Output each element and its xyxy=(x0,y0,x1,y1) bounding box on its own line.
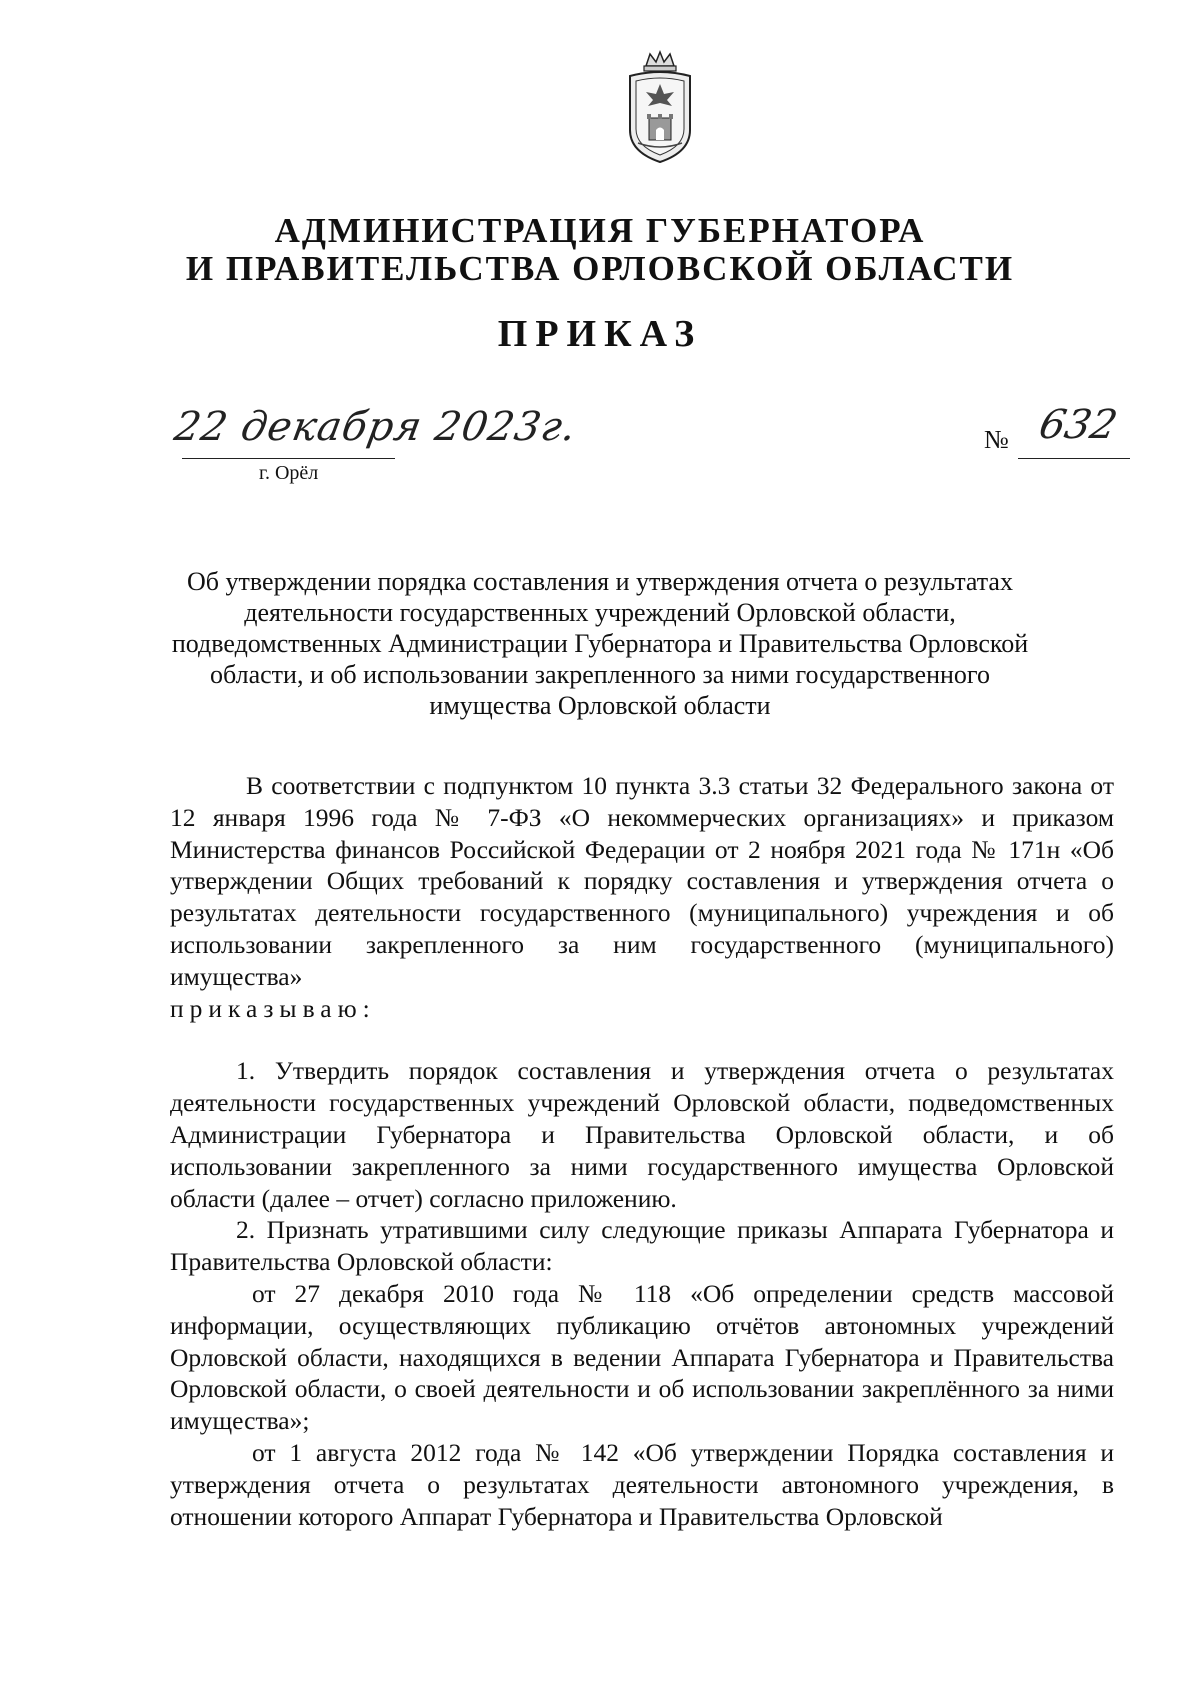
item-2-paragraph: 2. Признать утратившими силу следующие приказы Аппарата Губернатора и Правительства Орловской области: xyxy=(170,1215,1114,1277)
order-word: приказываю: xyxy=(170,993,376,1023)
item-2b-paragraph: от 1 августа 2012 года № 142 «Об утверждении Порядка составления и утверждения отчета о результатах деятельности автономного учреждения, в отношении которого Аппарат Губернатора и Правительства Орловской xyxy=(170,1437,1114,1531)
subject-line: деятельности государственных учреждений Орловской области, xyxy=(244,598,956,627)
item-1-paragraph: 1. Утвердить порядок составления и утверждения отчета о результатах деятельности государственных учреждений Орловской области, подведомственных Администрации Губернатора и Правительства Орловской области, и об использовании закрепленного за ними государственного имущества Орловской области (далее – отчет) согласно приложению. xyxy=(170,1056,1114,1213)
document-type-title: ПРИКАЗ xyxy=(497,313,703,355)
subject-line: Об утверждении порядка составления и утверждения отчета о результатах xyxy=(187,567,1013,596)
organization-name-line-1: АДМИНИСТРАЦИЯ ГУБЕРНАТОРА xyxy=(274,211,926,250)
handwritten-date: 22 декабря 2023г. xyxy=(170,404,581,450)
subject-line: подведомственных Администрации Губернатора и Правительства Орловской xyxy=(171,629,1029,658)
subject-line: области, и об использовании закрепленного за ними государственного xyxy=(210,660,990,689)
handwritten-order-number: 632 xyxy=(1035,402,1122,448)
date-underline xyxy=(182,458,395,459)
number-label: № xyxy=(984,425,1009,454)
preamble-paragraph: В соответствии с подпунктом 10 пункта 3.3 статьи 32 Федерального закона от 12 января 1996 года № 7-ФЗ «О некоммерческих организациях» и приказом Министерства финансов Российской Федерации от 2 ноября 2021 года № 171н «Об утверждении Общих требований к порядку составления и утверждения отчета о результатах деятельности государственного (муниципального) учреждения и об использовании закрепленного за ним государственного (муниципального) имущества» xyxy=(170,771,1114,991)
number-underline xyxy=(1018,458,1130,459)
order-body xyxy=(170,770,1114,1532)
item-2a-paragraph: от 27 декабря 2010 года № 118 «Об определении средств массовой информации, осуществляющих публикацию отчётов автономных учреждений Орловской области, находящихся в ведении Аппарата Губернатора и Правительства Орловской области, о своей деятельности и об использовании закреплённого за ними имущества»; xyxy=(170,1278,1114,1436)
organization-name-line-2: И ПРАВИТЕЛЬСТВА ОРЛОВСКОЙ ОБЛАСТИ xyxy=(185,249,1015,288)
subject-line: имущества Орловской области xyxy=(429,691,771,720)
order-subject xyxy=(130,566,1070,721)
city-label: г. Орёл xyxy=(259,462,319,484)
coat-of-arms-emblem xyxy=(620,48,700,168)
